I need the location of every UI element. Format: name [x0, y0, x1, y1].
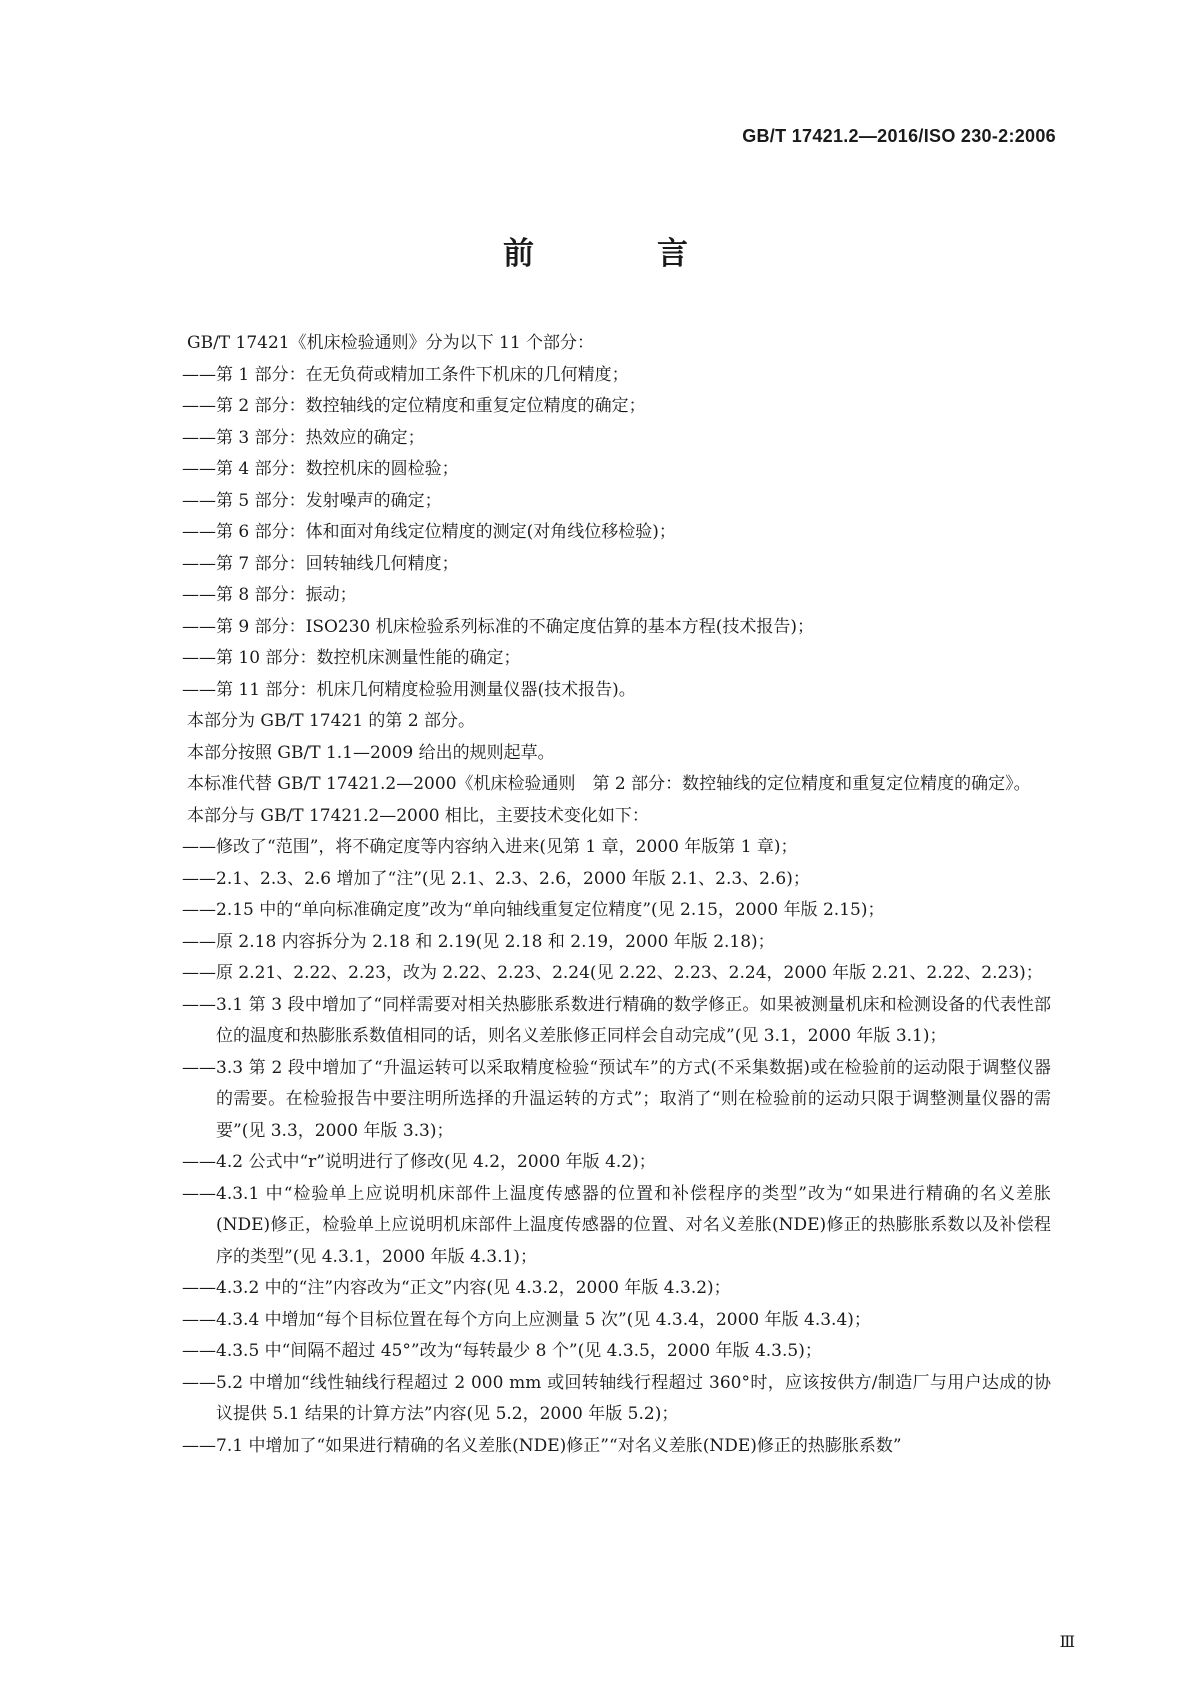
- dash-marker: ——: [182, 931, 216, 952]
- list-item: —— 修改了“范围”，将不确定度等内容纳入进来(见第 1 章，2000 年版第 1 章)；: [153, 832, 1051, 864]
- page-title: 前 言: [503, 236, 734, 272]
- list-item: —— 第 6 部分：体和面对角线定位精度的测定(对角线位移检验)；: [153, 517, 1051, 549]
- list-item: —— 第 4 部分：数控机床的圆检验；: [153, 454, 1051, 486]
- dash-marker: ——: [182, 963, 216, 983]
- statement-paragraph: 本标准代替 GB/T 17421.2—2000《机床检验通则 第 2 部分：数控轴线的定位精度和重复定位精度的确定》。: [187, 774, 1031, 794]
- list-item: —— 第 2 部分：数控轴线的定位精度和重复定位精度的确定；: [153, 391, 1051, 423]
- dash-marker: ——: [182, 459, 216, 479]
- list-item: —— 2.15 中的“单向标准确定度”改为“单向轴线重复定位精度”(见 2.15，2000 年版 2.15)；: [153, 895, 1051, 927]
- dash-marker: ——: [182, 490, 216, 511]
- list-item: —— 4.3.1 中“检验单上应说明机床部件上温度传感器的位置和补偿程序的类型”改为“如果进行精确的名义差胀(NDE)修正，检验单上应说明机床部件上温度传感器的位置、对名义差胀(NDE)修正的热膨胀系数以及补偿程序的类型”(见 4.3.1，2000 年版 4.3.1)；: [153, 1179, 1051, 1274]
- statement-paragraph: 本部分与 GB/T 17421.2—2000 相比，主要技术变化如下：: [187, 805, 649, 826]
- dash-marker: ——: [182, 1372, 216, 1393]
- dash-marker: ——: [182, 1341, 216, 1361]
- dash-marker: ——: [182, 585, 216, 605]
- dash-marker: ——: [182, 1435, 216, 1456]
- statement-paragraph: 本部分为 GB/T 17421 的第 2 部分。: [187, 711, 476, 731]
- dash-marker: ——: [182, 396, 216, 416]
- dash-marker: ——: [182, 648, 216, 668]
- dash-marker: ——: [182, 364, 216, 385]
- list-item: —— 4.3.2 中的“注”内容改为“正文”内容(见 4.3.2，2000 年版 4.3.2)；: [153, 1273, 1051, 1305]
- changes-list: [153, 832, 1051, 1462]
- list-item: —— 第 1 部分：在无负荷或精加工条件下机床的几何精度；: [153, 360, 1051, 392]
- list-item: —— 第 3 部分：热效应的确定；: [153, 423, 1051, 455]
- page-number: Ⅲ: [1059, 1632, 1075, 1651]
- dash-marker: ——: [182, 1183, 216, 1204]
- list-item: —— 原 2.18 内容拆分为 2.18 和 2.19(见 2.18 和 2.19，2000 年版 2.18)；: [153, 927, 1051, 959]
- dash-marker: ——: [182, 1278, 216, 1298]
- list-item: —— 7.1 中增加了“如果进行精确的名义差胀(NDE)修正”“对名义差胀(NDE)修正的热膨胀系数”: [153, 1431, 1051, 1463]
- dash-marker: ——: [182, 837, 216, 857]
- dash-marker: ——: [182, 427, 216, 448]
- list-item: —— 第 8 部分：振动；: [153, 580, 1051, 612]
- list-item: —— 第 5 部分：发射噪声的确定；: [153, 486, 1051, 518]
- list-item: —— 第 9 部分：ISO230 机床检验系列标准的不确定度估算的基本方程(技术报告)；: [153, 612, 1051, 644]
- dash-marker: ——: [182, 868, 216, 889]
- list-item: —— 5.2 中增加“线性轴线行程超过 2 000 mm 或回转轴线行程超过 360°时，应该按供方/制造厂与用户达成的协议提供 5.1 结果的计算方法”内容(见 5.2，2000 年版 5.2)；: [153, 1368, 1051, 1431]
- dash-marker: ——: [182, 1152, 216, 1172]
- statement-paragraph: 本部分按照 GB/T 1.1—2009 给出的规则起草。: [187, 742, 555, 763]
- dash-marker: ——: [182, 994, 216, 1015]
- dash-marker: ——: [182, 616, 216, 637]
- list-item: —— 3.1 第 3 段中增加了“同样需要对相关热膨胀系数进行精确的数学修正。如果被测量机床和检测设备的代表性部位的温度和热膨胀系数值相同的话，则名义差胀修正同样会自动完成”(见 3.1，2000 年版 3.1)；: [153, 990, 1051, 1053]
- dash-marker: ——: [182, 522, 216, 542]
- foreword-body: [153, 328, 1051, 1462]
- dash-marker: ——: [182, 900, 216, 920]
- dash-marker: ——: [182, 1309, 216, 1330]
- intro-paragraph: GB/T 17421《机床检验通则》分为以下 11 个部分：: [187, 333, 595, 353]
- list-item: —— 第 7 部分：回转轴线几何精度；: [153, 549, 1051, 581]
- list-item: —— 原 2.21、2.22、2.23，改为 2.22、2.23、2.24(见 2.22、2.23、2.24，2000 年版 2.21、2.22、2.23)；: [153, 958, 1051, 990]
- list-item: —— 3.3 第 2 段中增加了“升温运转可以采取精度检验“预试车”的方式(不采集数据)或在检验前的运动限于调整仪器的需要。在检验报告中要注明所选择的升温运转的方式”；取消了“则在检验前的运动只限于调整测量仪器的需要”(见 3.3，2000 年版 3.3)；: [153, 1053, 1051, 1148]
- list-item: —— 4.2 公式中“r”说明进行了修改(见 4.2，2000 年版 4.2)；: [153, 1147, 1051, 1179]
- list-item: —— 第 10 部分：数控机床测量性能的确定；: [153, 643, 1051, 675]
- standard-code-header: GB/T 17421.2—2016/ISO 230-2:2006: [742, 126, 1056, 146]
- list-item: —— 2.1、2.3、2.6 增加了“注”(见 2.1、2.3、2.6，2000 年版 2.1、2.3、2.6)；: [153, 864, 1051, 896]
- dash-marker: ——: [182, 553, 216, 574]
- dash-marker: ——: [182, 679, 216, 700]
- list-item: —— 4.3.5 中“间隔不超过 45°”改为“每转最少 8 个”(见 4.3.5，2000 年版 4.3.5)；: [153, 1336, 1051, 1368]
- list-item: —— 4.3.4 中增加“每个目标位置在每个方向上应测量 5 次”(见 4.3.4，2000 年版 4.3.4)；: [153, 1305, 1051, 1337]
- list-item: —— 第 11 部分：机床几何精度检验用测量仪器(技术报告)。: [153, 675, 1051, 707]
- dash-marker: ——: [182, 1057, 216, 1078]
- parts-list: [153, 360, 1051, 707]
